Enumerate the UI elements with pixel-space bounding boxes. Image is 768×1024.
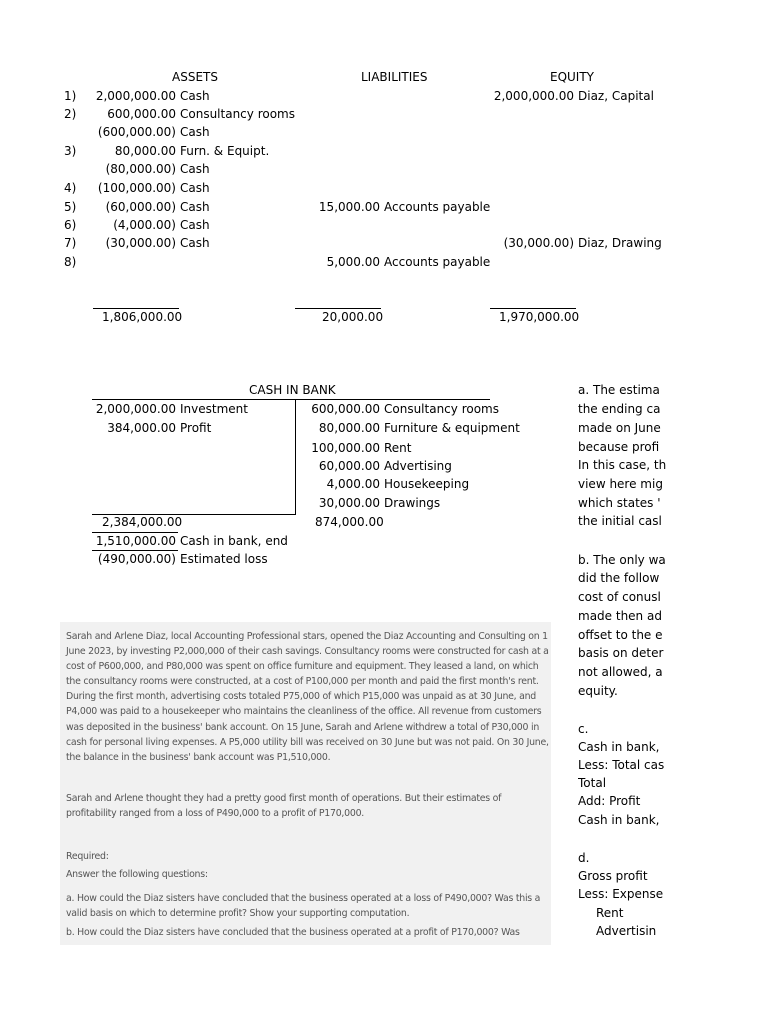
note-a-line: the ending ca xyxy=(578,402,661,416)
equity-account: Diaz, Capital xyxy=(578,89,654,103)
note-a-line: which states ' xyxy=(578,496,661,510)
t-account-title: CASH IN BANK xyxy=(249,383,336,397)
answer-instruction: Answer the following questions: xyxy=(66,869,208,880)
credit-amount: 30,000.00 xyxy=(318,496,380,510)
note-b-line: not allowed, a xyxy=(578,665,663,679)
debit-amount: 384,000.00 xyxy=(107,421,176,435)
equity-amount: 2,000,000.00 xyxy=(493,89,574,103)
asset-amount: (4,000.00) xyxy=(113,218,176,232)
note-a-line: view here mig xyxy=(578,477,663,491)
credit-amount: 100,000.00 xyxy=(311,441,380,455)
note-b-line: made then ad xyxy=(578,609,662,623)
required-heading: Required: xyxy=(66,851,109,862)
liability-amount: 5,000.00 xyxy=(326,255,380,269)
ending-balance-underline xyxy=(92,550,178,551)
liability-account: Accounts payable xyxy=(384,200,491,214)
estimated-loss-label: Estimated loss xyxy=(180,552,268,566)
credit-amount: 4,000.00 xyxy=(326,477,380,491)
asset-amount: (100,000.00) xyxy=(97,181,176,195)
asset-account: Cash xyxy=(180,218,210,232)
asset-amount: 600,000.00 xyxy=(107,107,176,121)
credit-amount: 600,000.00 xyxy=(311,402,380,416)
row-number: 8) xyxy=(64,255,77,269)
t-account-top-line xyxy=(92,399,490,400)
credit-label: Furniture & equipment xyxy=(384,421,520,435)
note-c-line: c. xyxy=(578,722,589,736)
note-b-line: basis on deter xyxy=(578,646,664,660)
debit-amount: 2,000,000.00 xyxy=(95,402,176,416)
credit-label: Rent xyxy=(384,441,412,455)
asset-account: Cash xyxy=(180,200,210,214)
asset-account: Cash xyxy=(180,89,210,103)
credit-label: Drawings xyxy=(384,496,441,510)
asset-account: Cash xyxy=(180,162,210,176)
note-b-line: cost of conusl xyxy=(578,590,661,604)
note-d-line: Rent xyxy=(596,906,624,920)
ending-balance-line xyxy=(92,532,178,533)
note-a-line: a. The estima xyxy=(578,383,660,397)
asset-amount: 2,000,000.00 xyxy=(95,89,176,103)
credit-amount: 80,000.00 xyxy=(318,421,380,435)
credit-label: Housekeeping xyxy=(384,477,470,491)
row-number: 2) xyxy=(64,107,77,121)
problem-paragraph: Sarah and Arlene Diaz, local Accounting Professional stars, opened the Diaz Accounting and Consulting on 1 June 2023, by investing P2,000,000 of their cash savings. Consultancy rooms were constructed for cash at a cost of P600,000, and P80,000 was spent on office furniture and equipment. They leased a land, on which the consultancy rooms were constructed, at a cost of P100,000 per month and paid the first month's rent. During the first month, advertising costs totaled P75,000 of which P15,000 was unpaid as at 30 June, and P4,000 was paid to a housekeeper who maintains the cleanliness of the office. All revenue from customers was deposited in the business' bank account. On 15 June, Sarah and Arlene withdrew a total of P30,000 in cash for personal living expenses. A P5,000 utility bill was received on 30 June but was not paid. On 30 June, the balance in the business' bank account was P1,510,000. xyxy=(66,631,549,763)
equity-total: 1,970,000.00 xyxy=(499,310,580,324)
row-number: 1) xyxy=(64,89,77,103)
credit-amount: 60,000.00 xyxy=(318,459,380,473)
liabilities-total: 20,000.00 xyxy=(322,310,384,324)
note-c-line: Total xyxy=(578,776,607,790)
estimated-loss-amount: (490,000.00) xyxy=(97,552,176,566)
equity-total-line xyxy=(490,308,576,309)
row-number: 3) xyxy=(64,144,77,158)
question-a: a. How could the Diaz sisters have concluded that the business operated at a loss of P490,000? Was this a valid basis on which to determine profit? Show your supporting computation. xyxy=(66,893,541,920)
assets-header: ASSETS xyxy=(172,70,218,84)
note-b-line: did the follow xyxy=(578,571,660,585)
asset-amount: (80,000.00) xyxy=(105,162,176,176)
liability-amount: 15,000.00 xyxy=(318,200,380,214)
row-number: 7) xyxy=(64,236,77,250)
asset-account: Cash xyxy=(180,236,210,250)
note-c-line: Cash in bank, xyxy=(578,740,660,754)
equity-header: EQUITY xyxy=(550,70,595,84)
note-a-line: the initial casl xyxy=(578,514,662,528)
answer-notes-column xyxy=(578,383,768,943)
note-b-line: offset to the e xyxy=(578,628,663,642)
equity-amount: (30,000.00) xyxy=(503,236,574,250)
note-d-line: Less: Expense xyxy=(578,887,664,901)
note-c-line: Less: Total cas xyxy=(578,758,665,772)
ending-cash-amount: 1,510,000.00 xyxy=(95,534,176,548)
asset-amount: 80,000.00 xyxy=(114,144,176,158)
row-number: 5) xyxy=(64,200,77,214)
liability-account: Accounts payable xyxy=(384,255,491,269)
debit-label: Investment xyxy=(180,402,248,416)
asset-account: Cash xyxy=(180,181,210,195)
assets-total: 1,806,000.00 xyxy=(102,310,183,324)
problem-paragraph: Sarah and Arlene thought they had a pretty good first month of operations. But their estimates of profitability ranged from a loss of P490,000 to a profit of P170,000. xyxy=(66,793,502,820)
ending-cash-label: Cash in bank, end xyxy=(180,534,288,548)
liabilities-total-line xyxy=(295,308,381,309)
note-a-line: made on June xyxy=(578,421,661,435)
asset-account: Cash xyxy=(180,125,210,139)
note-c-line: Cash in bank, xyxy=(578,813,660,827)
note-a-line: In this case, th xyxy=(578,458,667,472)
note-a-line: because profi xyxy=(578,440,660,454)
note-d-line: Gross profit xyxy=(578,869,648,883)
note-c-line: Add: Profit xyxy=(578,794,641,808)
note-b-line: b. The only wa xyxy=(578,553,666,567)
liabilities-header: LIABILITIES xyxy=(361,70,428,84)
asset-account: Furn. & Equipt. xyxy=(180,144,270,158)
assets-total-line xyxy=(93,308,179,309)
asset-amount: (60,000.00) xyxy=(105,200,176,214)
row-number: 4) xyxy=(64,181,77,195)
debit-total: 2,384,000.00 xyxy=(102,515,183,529)
row-number: 6) xyxy=(64,218,77,232)
problem-statement xyxy=(60,622,551,945)
asset-amount: (30,000.00) xyxy=(105,236,176,250)
debit-label: Profit xyxy=(180,421,212,435)
note-d-line: d. xyxy=(578,851,590,865)
question-b: b. How could the Diaz sisters have concluded that the business operated at a profit of P170,000? Was xyxy=(66,927,520,938)
credit-total: 874,000.00 xyxy=(315,515,384,529)
credit-label: Consultancy rooms xyxy=(384,402,499,416)
asset-amount: (600,000.00) xyxy=(97,125,176,139)
equity-account: Diaz, Drawing xyxy=(578,236,662,250)
credit-label: Advertising xyxy=(384,459,452,473)
note-b-line: equity. xyxy=(578,684,618,698)
note-d-line: Advertisin xyxy=(596,924,657,938)
asset-account: Consultancy rooms xyxy=(180,107,295,121)
